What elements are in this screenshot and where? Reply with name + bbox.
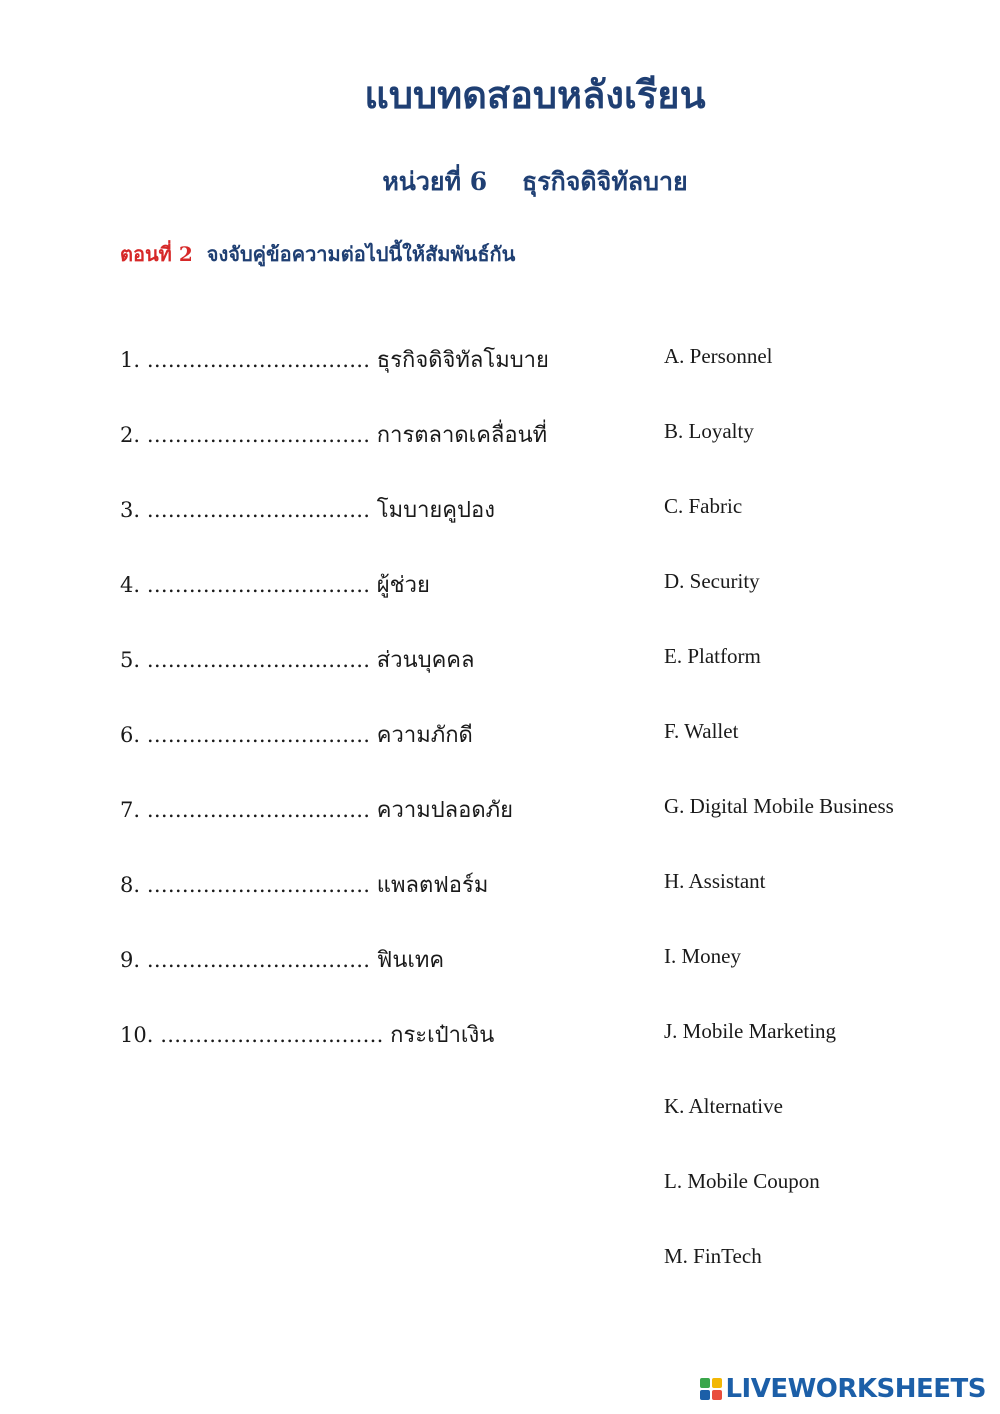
unit-subtitle: หน่วยที่ 6 ธุรกิจดิจิทัลบาย bbox=[382, 167, 688, 196]
question-item bbox=[120, 567, 430, 602]
question-number: 10. bbox=[120, 1023, 154, 1047]
liveworksheets-logo-icon bbox=[700, 1378, 722, 1400]
question-number: 5. bbox=[120, 648, 141, 672]
answer-option: M. FinTech bbox=[664, 1244, 762, 1268]
answer-option: L. Mobile Coupon bbox=[664, 1169, 820, 1193]
question-text: ความปลอดภัย bbox=[376, 798, 514, 823]
question-number: 7. bbox=[120, 798, 141, 822]
answer-option: H. Assistant bbox=[664, 869, 766, 893]
question-item bbox=[120, 417, 547, 452]
question-text: ความภักดี bbox=[376, 723, 473, 748]
answer-blank[interactable]: ……………………..…… bbox=[146, 573, 371, 597]
question-number: 9. bbox=[120, 948, 141, 972]
question-number: 3. bbox=[120, 498, 141, 522]
logo-text: LIVEWORKSHEETS bbox=[725, 1374, 986, 1404]
answer-option: I. Money bbox=[664, 944, 741, 968]
question-item bbox=[120, 867, 488, 902]
answer-blank[interactable]: ……………………..…… bbox=[160, 1023, 384, 1047]
answer-blank[interactable]: ……………………..…… bbox=[146, 873, 371, 897]
question-item bbox=[120, 792, 513, 827]
section-instruction: จงจับคู่ข้อความต่อไปนี้ให้สัมพันธ์กัน bbox=[206, 242, 516, 266]
answer-option: A. Personnel bbox=[664, 344, 773, 368]
answer-option: J. Mobile Marketing bbox=[664, 1019, 837, 1043]
answer-blank[interactable]: ……………………..…… bbox=[146, 798, 371, 822]
answer-option: D. Security bbox=[664, 569, 760, 593]
answer-blank[interactable]: ……………………..…… bbox=[146, 348, 371, 372]
answer-blank[interactable]: ……………………..…… bbox=[146, 948, 371, 972]
liveworksheets-logo bbox=[700, 1374, 986, 1404]
question-number: 8. bbox=[120, 873, 141, 897]
question-text: โมบายคูปอง bbox=[376, 498, 495, 523]
answer-option: C. Fabric bbox=[664, 494, 743, 518]
question-text: การตลาดเคลื่อนที่ bbox=[376, 423, 548, 448]
answer-blank[interactable]: ……………………..…… bbox=[146, 723, 371, 747]
question-number: 4. bbox=[120, 573, 141, 597]
answer-option: F. Wallet bbox=[664, 719, 739, 743]
question-number: 6. bbox=[120, 723, 141, 747]
question-number: 2. bbox=[120, 423, 141, 447]
question-text: กระเป๋าเงิน bbox=[390, 1023, 495, 1048]
section-label: ตอนที่ 2 bbox=[120, 242, 193, 266]
answer-blank[interactable]: ……………………..…… bbox=[146, 498, 371, 522]
question-number: 1. bbox=[120, 348, 141, 372]
question-item bbox=[120, 942, 444, 977]
answer-blank[interactable]: ……………………..…… bbox=[146, 648, 371, 672]
answer-option: G. Digital Mobile Business bbox=[664, 794, 894, 818]
question-text: แพลตฟอร์ม bbox=[376, 873, 489, 898]
question-item bbox=[120, 342, 549, 377]
question-item bbox=[120, 717, 473, 752]
question-text: ส่วนบุคคล bbox=[376, 648, 475, 673]
answer-option: E. Platform bbox=[664, 644, 761, 668]
question-text: ฟินเทค bbox=[376, 948, 445, 973]
question-item bbox=[120, 642, 474, 677]
answer-blank[interactable]: ……………………..…… bbox=[146, 423, 371, 447]
question-item bbox=[120, 1017, 494, 1052]
question-text: ผู้ช่วย bbox=[376, 573, 430, 598]
question-text: ธุรกิจดิจิทัลโมบาย bbox=[376, 348, 549, 373]
answer-option: B. Loyalty bbox=[664, 419, 754, 443]
question-item bbox=[120, 492, 495, 527]
page-title: แบบทดสอบหลังเรียน bbox=[364, 72, 706, 117]
section-heading bbox=[120, 238, 515, 270]
answer-option: K. Alternative bbox=[664, 1094, 783, 1118]
